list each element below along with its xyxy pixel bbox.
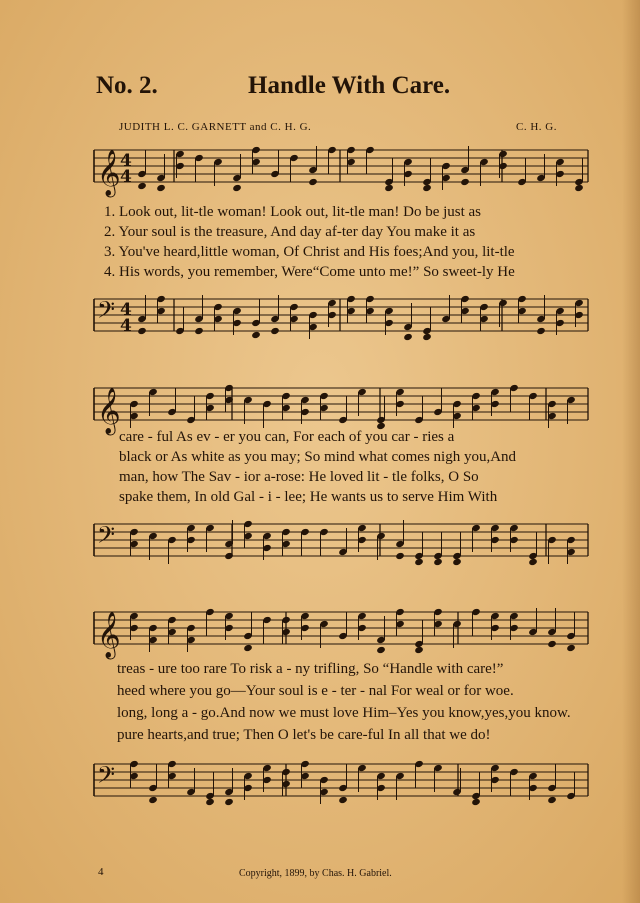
hymn-title: Handle With Care. <box>248 72 451 99</box>
lyric-line: 4. His words, you remember, Were“Come unto me!” So sweet-ly He <box>104 264 515 280</box>
lyric-line: long, long a - go.And now we must love Him–Yes you know,yes,you know. <box>117 705 571 721</box>
time-signature-bottom: 4 <box>120 167 132 187</box>
note-head <box>471 392 481 420</box>
note-head <box>346 146 356 174</box>
note-head <box>509 384 519 412</box>
note-head <box>205 772 215 806</box>
note-head <box>395 608 405 636</box>
note-head <box>517 295 527 323</box>
note-head <box>167 760 177 788</box>
time-signature-bottom: 4 <box>120 316 132 336</box>
note-head <box>175 307 185 335</box>
note-head <box>528 532 538 566</box>
note-head <box>289 154 299 182</box>
note-head <box>232 154 242 192</box>
time-signature-top: 4 <box>120 151 132 171</box>
note-head <box>186 624 196 652</box>
note-head <box>479 303 489 331</box>
note-head <box>566 772 576 800</box>
note-head <box>281 528 291 556</box>
note-head <box>300 528 310 556</box>
lyric-line: 2. Your soul is the treasure, And day af-ter day You make it as <box>104 224 476 240</box>
note-head <box>547 764 557 804</box>
note-head <box>384 158 394 192</box>
note-head <box>186 396 196 424</box>
note-head <box>224 768 234 806</box>
note-head <box>270 150 280 178</box>
note-head <box>338 396 348 424</box>
bass-staff-2 <box>94 512 588 572</box>
note-head <box>346 295 356 323</box>
note-head <box>365 295 375 323</box>
note-head <box>327 146 337 174</box>
note-head <box>433 608 443 636</box>
note-head <box>205 392 215 420</box>
lyric-line: heed where you go—Your soul is e - ter - nal For weal or for woe. <box>117 683 514 699</box>
note-head <box>433 388 443 416</box>
note-head <box>441 162 451 190</box>
note-head <box>262 400 272 428</box>
treble-staff-1 <box>94 138 588 198</box>
note-head <box>167 388 177 416</box>
note-head <box>308 311 318 339</box>
note-head <box>376 396 386 430</box>
lyric-line: care - ful As ev - er you can, For each of you car - ries a <box>119 429 455 445</box>
note-head <box>517 158 527 186</box>
lyric-line: man, how The Sav - ior a-rose: He loved lit - tle folks, O So <box>119 469 479 485</box>
note-head <box>194 154 204 182</box>
treble-clef-icon: 𝄞 <box>97 612 121 658</box>
treble-clef-icon: 𝄞 <box>97 150 121 196</box>
note-head <box>338 612 348 640</box>
note-head <box>376 616 386 654</box>
note-head <box>281 392 291 420</box>
composer-credit: C. H. G. <box>516 121 557 133</box>
note-head <box>148 624 158 652</box>
note-head <box>262 616 272 644</box>
hymn-number: No. 2. <box>96 72 158 99</box>
treble-staff-3 <box>94 600 588 660</box>
note-head <box>338 764 348 804</box>
note-head <box>167 616 177 644</box>
note-head <box>414 620 424 654</box>
note-head <box>414 396 424 424</box>
bass-clef-icon: 𝄢 <box>97 521 116 554</box>
note-head <box>422 307 432 341</box>
note-head <box>471 772 481 806</box>
note-head <box>156 295 166 323</box>
note-head <box>137 150 147 190</box>
note-head <box>251 146 261 174</box>
note-head <box>471 608 481 636</box>
note-head <box>167 536 177 564</box>
note-head <box>243 612 253 652</box>
time-signature-top: 4 <box>120 300 132 320</box>
treble-clef-icon: 𝄞 <box>97 388 121 434</box>
note-head <box>289 303 299 331</box>
note-head <box>213 303 223 331</box>
treble-staff-2 <box>94 376 588 436</box>
note-head <box>300 760 310 788</box>
author-credit: JUDITH L. C. GARNETT and C. H. G. <box>119 121 312 133</box>
note-head <box>422 158 432 192</box>
note-head <box>129 400 139 428</box>
note-head <box>460 295 470 323</box>
note-head <box>205 608 215 636</box>
page-number: 4 <box>98 866 104 878</box>
note-head <box>365 146 375 174</box>
note-head <box>433 532 443 566</box>
note-head <box>547 400 557 428</box>
bass-staff-3 <box>94 752 588 812</box>
note-head <box>403 303 413 341</box>
note-head <box>251 299 261 339</box>
note-head <box>156 154 166 192</box>
note-head <box>528 392 538 420</box>
note-head <box>574 158 584 192</box>
note-head <box>452 532 462 566</box>
bass-clef-icon: 𝄢 <box>97 761 116 794</box>
lyric-line: pure hearts,and true; Then O let's be care-ful In all that we do! <box>117 727 491 743</box>
lyric-line: 1. Look out, lit-tle woman! Look out, lit-tle man! Do be just as <box>104 204 482 220</box>
page-edge-shadow <box>622 0 640 903</box>
note-head <box>509 768 519 796</box>
lyric-line: treas - ure too rare To risk a - ny trifling, So “Handle with care!” <box>117 661 504 677</box>
note-head <box>319 392 329 420</box>
copyright-notice: Copyright, 1899, by Chas. H. Gabriel. <box>239 868 392 879</box>
note-head <box>566 612 576 652</box>
note-head <box>547 536 557 564</box>
lyric-line: black or As white as you may; So mind what comes nigh you,And <box>119 449 517 465</box>
note-head <box>129 760 139 788</box>
note-head <box>129 528 139 556</box>
lyric-line: 3. You've heard,little woman, Of Christ and His foes;And you, lit-tle <box>104 244 515 260</box>
note-head <box>319 528 329 556</box>
note-head <box>414 760 424 788</box>
note-head <box>243 520 253 548</box>
note-head <box>319 776 329 804</box>
note-head <box>414 532 424 566</box>
bass-clef-icon: 𝄢 <box>97 296 116 329</box>
note-head <box>148 764 158 804</box>
bass-staff-1 <box>94 287 588 347</box>
note-head <box>452 400 462 428</box>
lyric-line: spake them, In old Gal - i - lee; He wants us to serve Him With <box>119 489 498 505</box>
note-head <box>566 536 576 564</box>
